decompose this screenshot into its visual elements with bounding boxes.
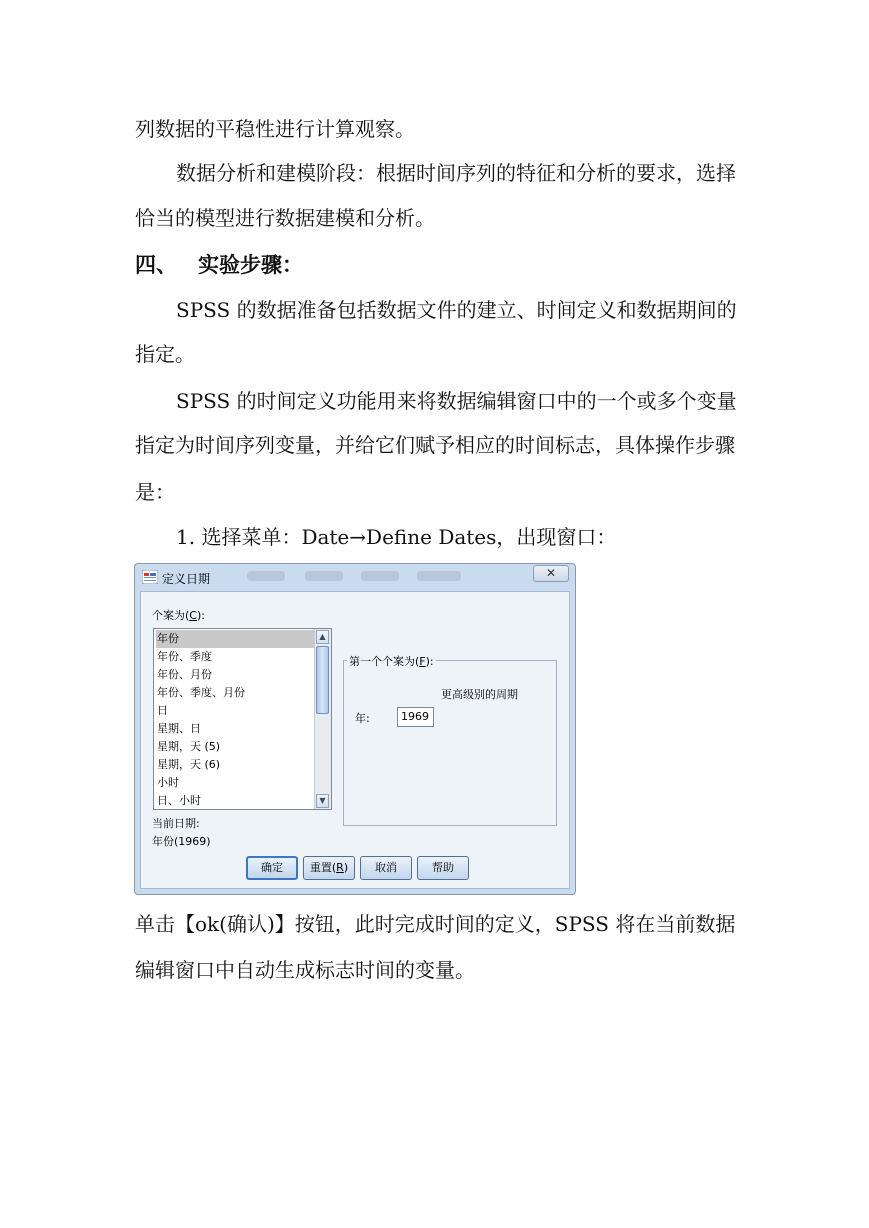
cases-list-item[interactable]: 年份	[156, 630, 314, 648]
section-title: 实验步骤：	[198, 252, 303, 277]
close-button[interactable]: ✕	[533, 565, 569, 582]
paragraph-line: SPSS 的时间定义功能用来将数据编辑窗口中的一个或多个变量	[176, 389, 737, 413]
cases-list-item[interactable]: 星期，天 (6)	[157, 758, 221, 771]
cases-list-item[interactable]: 星期、日	[157, 722, 201, 735]
cases-listbox[interactable]	[153, 628, 332, 810]
cases-list-item[interactable]: 星期，天 (5)	[157, 740, 221, 753]
cases-list-item[interactable]: 年份、季度	[157, 650, 212, 663]
dialog-body	[140, 591, 570, 889]
blurred-title-text	[361, 571, 399, 581]
cases-list-item[interactable]: 年份、月份	[157, 668, 212, 681]
paragraph-line: 恰当的模型进行数据建模和分析。	[135, 206, 435, 230]
dialog-title: 定义日期	[162, 572, 211, 586]
current-date-value: 年份(1969)	[152, 835, 211, 848]
cases-list-item[interactable]: 小时	[157, 776, 179, 789]
year-input[interactable]: 1969	[397, 707, 434, 727]
step-line: 1. 选择菜单：Date→Define Dates，出现窗口：	[176, 525, 617, 549]
cases-list-item[interactable]: 日、小时	[157, 794, 201, 807]
blurred-title-text	[305, 571, 343, 581]
scroll-down-arrow-icon[interactable]: ▼	[316, 794, 329, 808]
section-number: 四、	[135, 252, 177, 277]
blurred-title-text	[417, 571, 461, 581]
ok-button[interactable]: 确定	[246, 856, 298, 880]
listbox-scrollbar[interactable]	[314, 629, 331, 809]
cases-list-item[interactable]: 日	[157, 704, 168, 717]
cases-list-item[interactable]: 年份、季度、月份	[157, 686, 245, 699]
higher-period-label: 更高级别的周期	[441, 688, 518, 701]
cases-label: 个案为(C):	[152, 609, 205, 622]
year-label: 年:	[355, 712, 370, 725]
paragraph-line: SPSS 的数据准备包括数据文件的建立、时间定义和数据期间的	[176, 298, 737, 322]
paragraph-line: 数据分析和建模阶段：根据时间序列的特征和分析的要求，选择	[176, 161, 736, 185]
paragraph-line: 指定。	[135, 342, 195, 366]
scroll-thumb[interactable]	[316, 646, 329, 714]
current-date-label: 当前日期:	[152, 817, 200, 830]
first-case-label: 第一个个案为(F):	[349, 655, 434, 668]
blurred-title-text	[247, 571, 285, 581]
paragraph-line: 指定为时间序列变量，并给它们赋予相应的时间标志，具体操作步骤	[135, 433, 735, 457]
dialog-titlebar	[135, 564, 575, 590]
reset-button[interactable]: 重置(R)	[303, 856, 355, 880]
paragraph-line: 是：	[135, 480, 175, 504]
paragraph-line: 列数据的平稳性进行计算观察。	[135, 117, 415, 141]
help-button[interactable]: 帮助	[417, 856, 469, 880]
cancel-button[interactable]: 取消	[360, 856, 412, 880]
scroll-up-arrow-icon[interactable]: ▲	[316, 630, 329, 644]
paragraph-line: 单击【ok(确认)】按钮，此时完成时间的定义，SPSS 将在当前数据	[135, 912, 736, 936]
define-dates-dialog	[134, 563, 576, 895]
first-case-group	[343, 660, 557, 826]
paragraph-line: 编辑窗口中自动生成标志时间的变量。	[135, 958, 475, 982]
spss-app-icon	[142, 570, 158, 584]
